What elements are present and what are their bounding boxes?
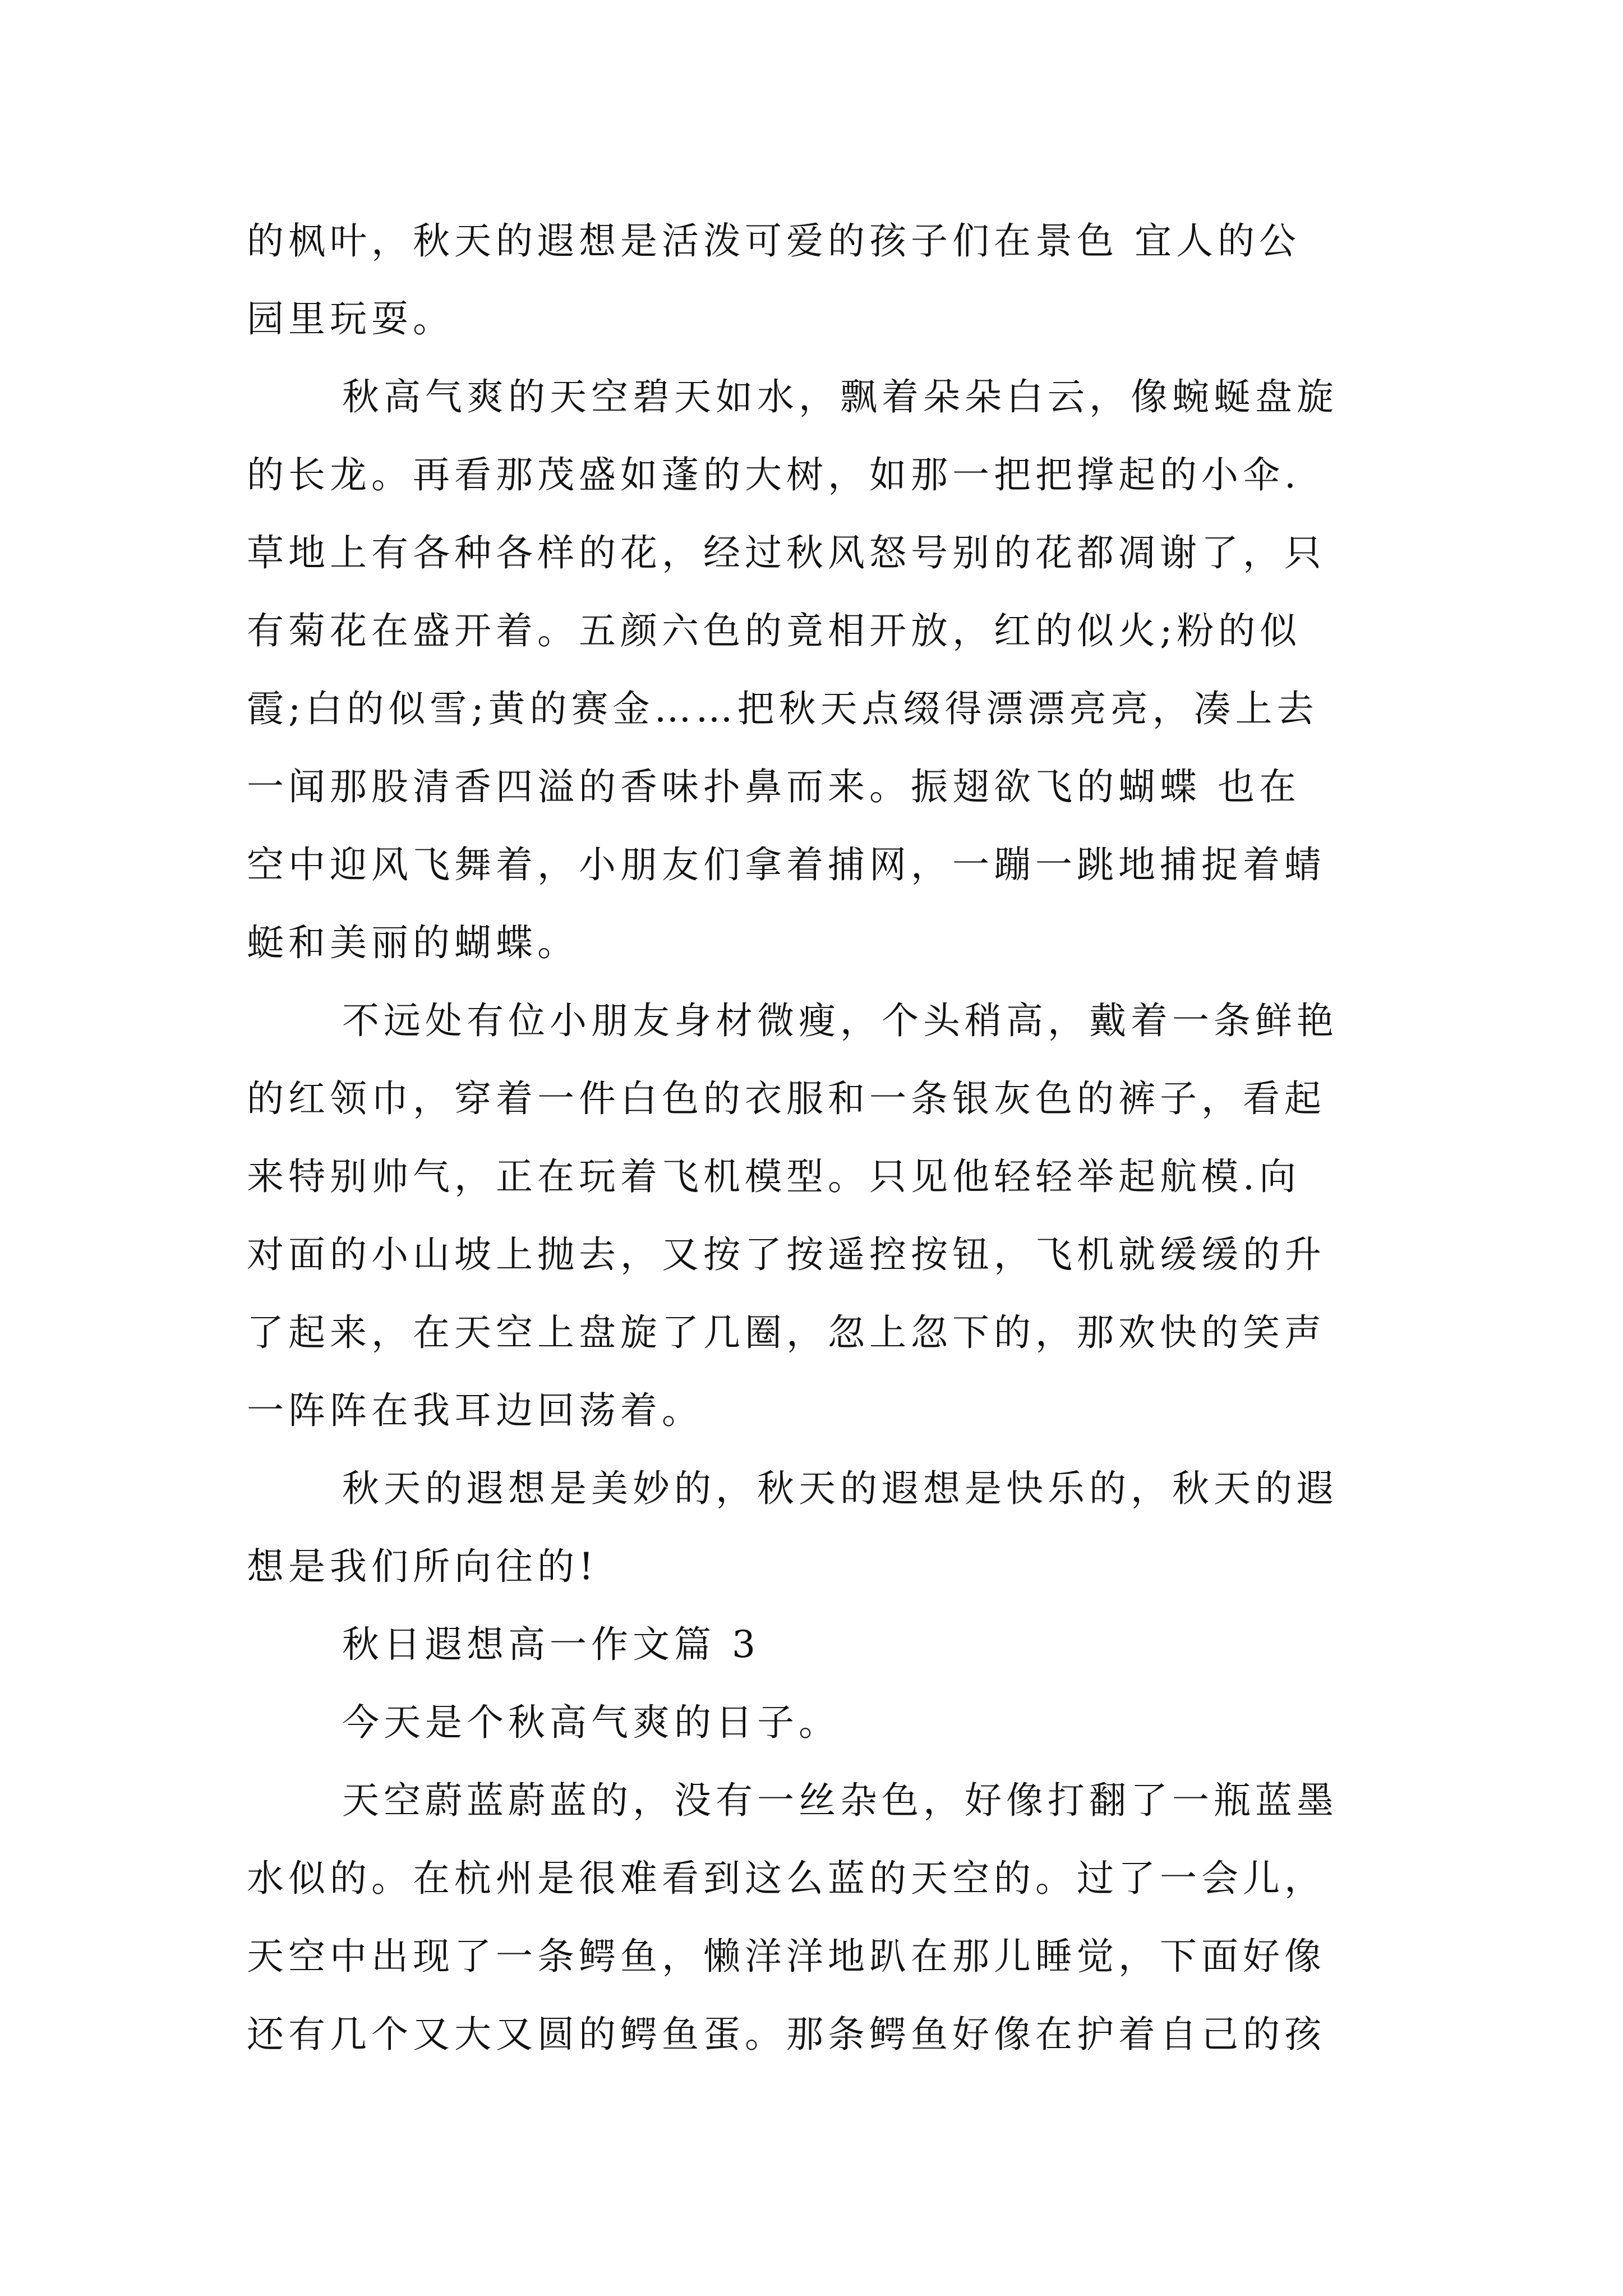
paragraph-start-line: 秋高气爽的天空碧天如水，飘着朵朵白云，像蜿蜒盘旋: [342, 375, 1338, 418]
text-line: 一闻那股清香四溢的香味扑鼻而来。振翅欲飞的蝴蝶 也在: [247, 765, 1301, 808]
paragraph-start-line: 秋天的遐想是美妙的，秋天的遐想是快乐的，秋天的遐: [342, 1467, 1338, 1510]
text-line: 有菊花在盛开着。五颜六色的竟相开放，红的似火;粉的似: [247, 609, 1302, 652]
text-line: 的红领巾，穿着一件白色的衣服和一条银灰色的裤子，看起: [247, 1077, 1326, 1120]
text-line: 园里玩耍。: [247, 297, 454, 341]
document-body: [247, 202, 1391, 2073]
text-line: 还有几个又大又圆的鳄鱼蛋。那条鳄鱼好像在护着自己的孩: [247, 2013, 1326, 2056]
section-heading: 秋日遐想高一作文篇 3: [342, 1623, 760, 1666]
text-line: 草地上有各种各样的花，经过秋风怒号别的花都凋谢了，只: [247, 531, 1326, 574]
text-line: 天空中出现了一条鳄鱼，懒洋洋地趴在那儿睡觉，下面好像: [247, 1935, 1326, 1978]
text-line: 蜓和美丽的蝴蝶。: [247, 921, 579, 964]
paragraph-start-line: 天空蔚蓝蔚蓝的，没有一丝杂色，好像打翻了一瓶蓝墨: [342, 1779, 1338, 1822]
paragraph-start-line: 不远处有位小朋友身材微瘦，个头稍高，戴着一条鲜艳: [342, 999, 1338, 1042]
text-line: 空中迎风飞舞着，小朋友们拿着捕网，一蹦一跳地捕捉着蜻: [247, 843, 1326, 886]
text-line: 霞;白的似雪;黄的赛金……把秋天点缀得漂漂亮亮，凑上去: [247, 687, 1318, 730]
paragraph-start-line: 今天是个秋高气爽的日子。: [342, 1701, 840, 1744]
text-line: 来特别帅气，正在玩着飞机模型。只见他轻轻举起航模.向: [247, 1155, 1301, 1198]
text-line: 了起来，在天空上盘旋了几圈，忽上忽下的，那欢快的笑声: [247, 1311, 1326, 1354]
text-line: 想是我们所向往的!: [247, 1545, 598, 1588]
text-line: 一阵阵在我耳边回荡着。: [247, 1389, 703, 1432]
text-line: 对面的小山坡上抛去，又按了按遥控按钮，飞机就缓缓的升: [247, 1233, 1326, 1276]
text-line: 的枫叶，秋天的遐想是活泼可爱的孩子们在景色 宜人的公: [247, 219, 1301, 263]
text-line: 的长龙。再看那茂盛如蓬的大树，如那一把把撑起的小伞.: [247, 453, 1301, 496]
text-line: 水似的。在杭州是很难看到这么蓝的天空的。过了一会儿，: [247, 1857, 1326, 1900]
